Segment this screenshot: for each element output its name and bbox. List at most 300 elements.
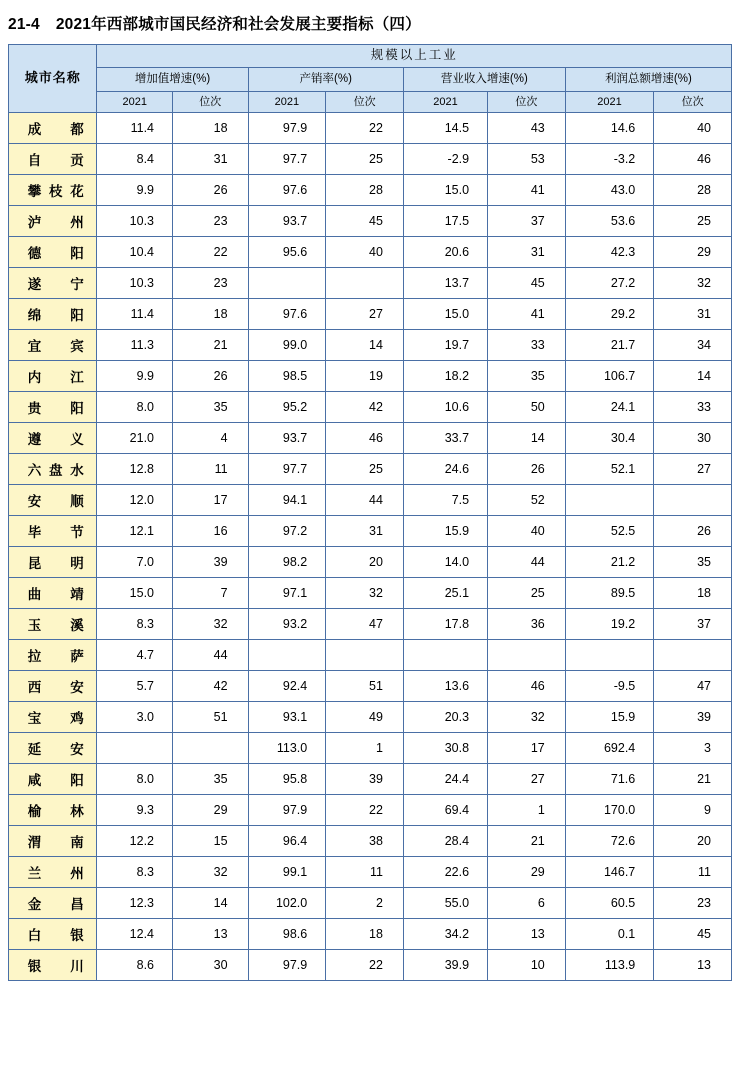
value-cell: 12.2 [97, 826, 173, 857]
rank-cell: 47 [654, 671, 732, 702]
value-cell: 15.0 [403, 299, 487, 330]
value-cell: 8.0 [97, 764, 173, 795]
city-name-cell [9, 826, 97, 857]
rank-cell [488, 640, 566, 671]
rank-cell [326, 268, 404, 299]
value-cell [403, 640, 487, 671]
rank-cell: 45 [654, 919, 732, 950]
value-cell: -9.5 [565, 671, 653, 702]
value-cell: 24.6 [403, 454, 487, 485]
value-cell: 98.2 [248, 547, 326, 578]
statistics-table [8, 44, 732, 981]
rank-cell: 17 [173, 485, 249, 516]
value-cell: 17.5 [403, 206, 487, 237]
table-row [9, 299, 732, 330]
table-row [9, 547, 732, 578]
value-cell: 69.4 [403, 795, 487, 826]
table-row [9, 516, 732, 547]
city-name-text: 宜宾 [27, 339, 84, 354]
value-cell: 93.2 [248, 609, 326, 640]
table-row [9, 175, 732, 206]
rank-cell: 33 [654, 392, 732, 423]
rank-cell: 32 [173, 609, 249, 640]
value-cell: 170.0 [565, 795, 653, 826]
table-row [9, 826, 732, 857]
rank-cell: 45 [488, 268, 566, 299]
rank-cell: 42 [326, 392, 404, 423]
rank-cell: 53 [488, 144, 566, 175]
rank-cell: 51 [326, 671, 404, 702]
city-name-text: 兰州 [27, 866, 84, 881]
rank-cell: 13 [654, 950, 732, 981]
rank-cell: 22 [326, 950, 404, 981]
value-cell: 19.7 [403, 330, 487, 361]
value-cell: 692.4 [565, 733, 653, 764]
value-cell: 99.1 [248, 857, 326, 888]
value-cell: 95.6 [248, 237, 326, 268]
value-cell: 10.3 [97, 206, 173, 237]
table-row [9, 113, 732, 144]
table-body [9, 113, 732, 981]
city-name-cell [9, 795, 97, 826]
value-cell: 8.3 [97, 857, 173, 888]
city-name-cell [9, 206, 97, 237]
value-cell: 71.6 [565, 764, 653, 795]
table-row [9, 454, 732, 485]
value-cell: 39.9 [403, 950, 487, 981]
value-cell: 12.1 [97, 516, 173, 547]
value-cell: 5.7 [97, 671, 173, 702]
city-name-cell [9, 516, 97, 547]
table-row [9, 702, 732, 733]
city-name-text: 咸阳 [27, 773, 84, 788]
rank-cell: 40 [654, 113, 732, 144]
rank-cell: 31 [173, 144, 249, 175]
rank-cell: 44 [326, 485, 404, 516]
value-cell: 0.1 [565, 919, 653, 950]
rank-cell: 10 [488, 950, 566, 981]
rank-cell: 30 [654, 423, 732, 454]
rank-cell: 40 [488, 516, 566, 547]
rank-cell: 20 [654, 826, 732, 857]
rank-cell: 44 [173, 640, 249, 671]
rank-cell: 51 [173, 702, 249, 733]
rank-cell: 2 [326, 888, 404, 919]
value-cell: 14.0 [403, 547, 487, 578]
rank-cell: 35 [173, 392, 249, 423]
value-cell: 18.2 [403, 361, 487, 392]
value-cell: 97.9 [248, 113, 326, 144]
table-row [9, 268, 732, 299]
city-name-text: 延安 [27, 742, 84, 757]
rank-cell: 30 [173, 950, 249, 981]
table-row [9, 206, 732, 237]
value-cell: 8.0 [97, 392, 173, 423]
header-group-value-added: 增加值增速(%) [97, 68, 248, 92]
rank-cell: 18 [326, 919, 404, 950]
header-group-production-sales-rate: 产销率(%) [248, 68, 403, 92]
rank-cell: 42 [173, 671, 249, 702]
city-name-cell [9, 237, 97, 268]
value-cell: 15.9 [403, 516, 487, 547]
rank-cell: 49 [326, 702, 404, 733]
rank-cell: 14 [173, 888, 249, 919]
rank-cell: 46 [654, 144, 732, 175]
table-row [9, 888, 732, 919]
rank-cell: 23 [173, 268, 249, 299]
city-name-cell [9, 733, 97, 764]
value-cell: 97.7 [248, 144, 326, 175]
value-cell: 43.0 [565, 175, 653, 206]
value-cell: 93.7 [248, 206, 326, 237]
rank-cell: 13 [173, 919, 249, 950]
city-name-text: 成都 [27, 122, 84, 137]
value-cell: 113.9 [565, 950, 653, 981]
rank-cell: 31 [326, 516, 404, 547]
rank-cell: 26 [654, 516, 732, 547]
city-name-cell [9, 175, 97, 206]
value-cell: 14.6 [565, 113, 653, 144]
header-group-revenue-growth: 营业收入增速(%) [403, 68, 565, 92]
value-cell: 15.9 [565, 702, 653, 733]
rank-cell: 29 [654, 237, 732, 268]
table-title-text: 2021年西部城市国民经济和社会发展主要指标（四） [55, 16, 421, 33]
value-cell: 60.5 [565, 888, 653, 919]
rank-cell: 23 [654, 888, 732, 919]
header-year-1: 2021 [97, 92, 173, 113]
rank-cell: 26 [173, 175, 249, 206]
city-name-cell [9, 640, 97, 671]
value-cell: 7.5 [403, 485, 487, 516]
table-row [9, 330, 732, 361]
value-cell: 19.2 [565, 609, 653, 640]
rank-cell: 25 [488, 578, 566, 609]
rank-cell: 46 [326, 423, 404, 454]
rank-cell: 16 [173, 516, 249, 547]
rank-cell: 14 [654, 361, 732, 392]
value-cell: 95.8 [248, 764, 326, 795]
city-name-cell [9, 578, 97, 609]
rank-cell: 29 [488, 857, 566, 888]
rank-cell: 22 [173, 237, 249, 268]
city-name-text: 毕节 [27, 525, 84, 540]
city-name-text: 贵阳 [27, 401, 84, 416]
value-cell: 30.8 [403, 733, 487, 764]
value-cell: 8.6 [97, 950, 173, 981]
city-name-text: 德阳 [27, 246, 84, 261]
rank-cell: 52 [488, 485, 566, 516]
value-cell: 12.4 [97, 919, 173, 950]
value-cell: 106.7 [565, 361, 653, 392]
value-cell: 15.0 [403, 175, 487, 206]
value-cell: 15.0 [97, 578, 173, 609]
table-row [9, 795, 732, 826]
value-cell: 34.2 [403, 919, 487, 950]
value-cell [565, 485, 653, 516]
table-row [9, 857, 732, 888]
value-cell [248, 640, 326, 671]
rank-cell: 37 [654, 609, 732, 640]
value-cell: 21.7 [565, 330, 653, 361]
rank-cell: 35 [173, 764, 249, 795]
value-cell: 24.1 [565, 392, 653, 423]
value-cell: 12.8 [97, 454, 173, 485]
value-cell: 97.6 [248, 175, 326, 206]
city-name-cell [9, 485, 97, 516]
rank-cell: 14 [326, 330, 404, 361]
city-name-cell [9, 361, 97, 392]
rank-cell: 39 [654, 702, 732, 733]
value-cell: 96.4 [248, 826, 326, 857]
rank-cell: 26 [173, 361, 249, 392]
table-row [9, 733, 732, 764]
rank-cell: 34 [654, 330, 732, 361]
header-year-2: 2021 [248, 92, 326, 113]
value-cell: 33.7 [403, 423, 487, 454]
rank-cell: 18 [173, 113, 249, 144]
rank-cell: 17 [488, 733, 566, 764]
rank-cell: 15 [173, 826, 249, 857]
rank-cell: 11 [654, 857, 732, 888]
value-cell: 21.2 [565, 547, 653, 578]
rank-cell: 22 [326, 113, 404, 144]
value-cell: 22.6 [403, 857, 487, 888]
table-row [9, 764, 732, 795]
value-cell: 52.1 [565, 454, 653, 485]
city-name-cell [9, 392, 97, 423]
rank-cell: 27 [326, 299, 404, 330]
rank-cell: 35 [488, 361, 566, 392]
city-name-text: 昆明 [27, 556, 84, 571]
rank-cell: 1 [488, 795, 566, 826]
city-name-cell [9, 764, 97, 795]
rank-cell: 11 [173, 454, 249, 485]
rank-cell: 25 [326, 144, 404, 175]
rank-cell: 25 [326, 454, 404, 485]
value-cell: 21.0 [97, 423, 173, 454]
value-cell: 92.4 [248, 671, 326, 702]
city-name-text: 金昌 [27, 897, 84, 912]
rank-cell: 46 [488, 671, 566, 702]
city-name-text: 攀枝花 [27, 184, 84, 199]
city-name-text: 银川 [27, 959, 84, 974]
value-cell: 12.0 [97, 485, 173, 516]
value-cell: 146.7 [565, 857, 653, 888]
city-name-text: 泸州 [27, 215, 84, 230]
city-name-cell [9, 144, 97, 175]
rank-cell: 27 [488, 764, 566, 795]
value-cell: 25.1 [403, 578, 487, 609]
rank-cell: 25 [654, 206, 732, 237]
rank-cell: 29 [173, 795, 249, 826]
header-group-profit-growth: 利润总额增速(%) [565, 68, 731, 92]
value-cell: 13.6 [403, 671, 487, 702]
rank-cell: 47 [326, 609, 404, 640]
value-cell: 20.6 [403, 237, 487, 268]
value-cell: 11.3 [97, 330, 173, 361]
city-name-text: 曲靖 [27, 587, 84, 602]
header-year-3: 2021 [403, 92, 487, 113]
city-name-cell [9, 888, 97, 919]
rank-cell: 1 [326, 733, 404, 764]
rank-cell: 33 [488, 330, 566, 361]
value-cell: 10.3 [97, 268, 173, 299]
value-cell [248, 268, 326, 299]
header-rank-4: 位次 [654, 92, 732, 113]
value-cell: 11.4 [97, 113, 173, 144]
table-row [9, 919, 732, 950]
value-cell: 52.5 [565, 516, 653, 547]
value-cell: 9.9 [97, 361, 173, 392]
rank-cell: 45 [326, 206, 404, 237]
rank-cell [326, 640, 404, 671]
table-row [9, 950, 732, 981]
rank-cell [173, 733, 249, 764]
value-cell: 97.7 [248, 454, 326, 485]
city-name-text: 西安 [27, 680, 84, 695]
city-name-text: 六盘水 [27, 463, 84, 478]
value-cell: 29.2 [565, 299, 653, 330]
rank-cell: 28 [326, 175, 404, 206]
rank-cell: 18 [654, 578, 732, 609]
table-row [9, 609, 732, 640]
rank-cell: 41 [488, 299, 566, 330]
table-row [9, 392, 732, 423]
value-cell: 93.7 [248, 423, 326, 454]
city-name-cell [9, 950, 97, 981]
value-cell: 27.2 [565, 268, 653, 299]
city-name-text: 拉萨 [27, 649, 84, 664]
value-cell: 99.0 [248, 330, 326, 361]
city-name-text: 遵义 [27, 432, 84, 447]
rank-cell: 32 [488, 702, 566, 733]
value-cell: 98.5 [248, 361, 326, 392]
city-name-cell [9, 268, 97, 299]
city-name-text: 遂宁 [27, 277, 84, 292]
value-cell: 113.0 [248, 733, 326, 764]
city-name-text: 安顺 [27, 494, 84, 509]
rank-cell: 9 [654, 795, 732, 826]
rank-cell: 35 [654, 547, 732, 578]
city-name-cell [9, 547, 97, 578]
rank-cell: 39 [173, 547, 249, 578]
rank-cell: 32 [654, 268, 732, 299]
rank-cell: 6 [488, 888, 566, 919]
city-name-text: 内江 [27, 370, 84, 385]
rank-cell: 43 [488, 113, 566, 144]
table-number: 21-4 [8, 16, 40, 33]
header-rank-2: 位次 [326, 92, 404, 113]
header-group-top: 规模以上工业 [97, 45, 732, 68]
value-cell: 17.8 [403, 609, 487, 640]
rank-cell: 27 [654, 454, 732, 485]
rank-cell: 31 [654, 299, 732, 330]
value-cell: 97.9 [248, 950, 326, 981]
rank-cell: 41 [488, 175, 566, 206]
value-cell: 20.3 [403, 702, 487, 733]
city-name-text: 白银 [27, 928, 84, 943]
value-cell: 11.4 [97, 299, 173, 330]
table-row [9, 144, 732, 175]
header-rank-1: 位次 [173, 92, 249, 113]
value-cell: 42.3 [565, 237, 653, 268]
value-cell: 97.2 [248, 516, 326, 547]
value-cell: 94.1 [248, 485, 326, 516]
rank-cell [654, 485, 732, 516]
rank-cell: 32 [173, 857, 249, 888]
rank-cell: 50 [488, 392, 566, 423]
table-row [9, 485, 732, 516]
rank-cell: 39 [326, 764, 404, 795]
value-cell: 12.3 [97, 888, 173, 919]
rank-cell: 7 [173, 578, 249, 609]
value-cell: -2.9 [403, 144, 487, 175]
table-row [9, 640, 732, 671]
value-cell: 7.0 [97, 547, 173, 578]
city-name-cell [9, 702, 97, 733]
value-cell: 53.6 [565, 206, 653, 237]
value-cell: 89.5 [565, 578, 653, 609]
value-cell: 28.4 [403, 826, 487, 857]
city-name-text: 渭南 [27, 835, 84, 850]
value-cell: 24.4 [403, 764, 487, 795]
table-row [9, 578, 732, 609]
value-cell: 8.4 [97, 144, 173, 175]
value-cell: -3.2 [565, 144, 653, 175]
city-name-text: 榆林 [27, 804, 84, 819]
city-name-cell [9, 919, 97, 950]
rank-cell: 38 [326, 826, 404, 857]
rank-cell: 13 [488, 919, 566, 950]
value-cell: 97.1 [248, 578, 326, 609]
rank-cell: 14 [488, 423, 566, 454]
city-name-text: 宝鸡 [27, 711, 84, 726]
value-cell: 10.6 [403, 392, 487, 423]
header-rank-3: 位次 [488, 92, 566, 113]
rank-cell: 19 [326, 361, 404, 392]
rank-cell: 11 [326, 857, 404, 888]
value-cell: 8.3 [97, 609, 173, 640]
value-cell: 9.3 [97, 795, 173, 826]
value-cell: 72.6 [565, 826, 653, 857]
city-name-cell [9, 609, 97, 640]
rank-cell: 21 [488, 826, 566, 857]
value-cell [97, 733, 173, 764]
table-row [9, 237, 732, 268]
rank-cell: 32 [326, 578, 404, 609]
table-header [9, 45, 732, 113]
value-cell: 93.1 [248, 702, 326, 733]
value-cell: 4.7 [97, 640, 173, 671]
table-row [9, 423, 732, 454]
value-cell: 3.0 [97, 702, 173, 733]
value-cell: 97.6 [248, 299, 326, 330]
rank-cell: 23 [173, 206, 249, 237]
page-title [0, 0, 741, 44]
value-cell: 9.9 [97, 175, 173, 206]
city-name-cell [9, 423, 97, 454]
value-cell: 55.0 [403, 888, 487, 919]
value-cell: 98.6 [248, 919, 326, 950]
value-cell: 30.4 [565, 423, 653, 454]
city-name-cell [9, 857, 97, 888]
city-name-cell [9, 671, 97, 702]
value-cell: 95.2 [248, 392, 326, 423]
value-cell: 10.4 [97, 237, 173, 268]
header-city-name: 城市名称 [9, 45, 97, 113]
rank-cell: 28 [654, 175, 732, 206]
rank-cell: 36 [488, 609, 566, 640]
